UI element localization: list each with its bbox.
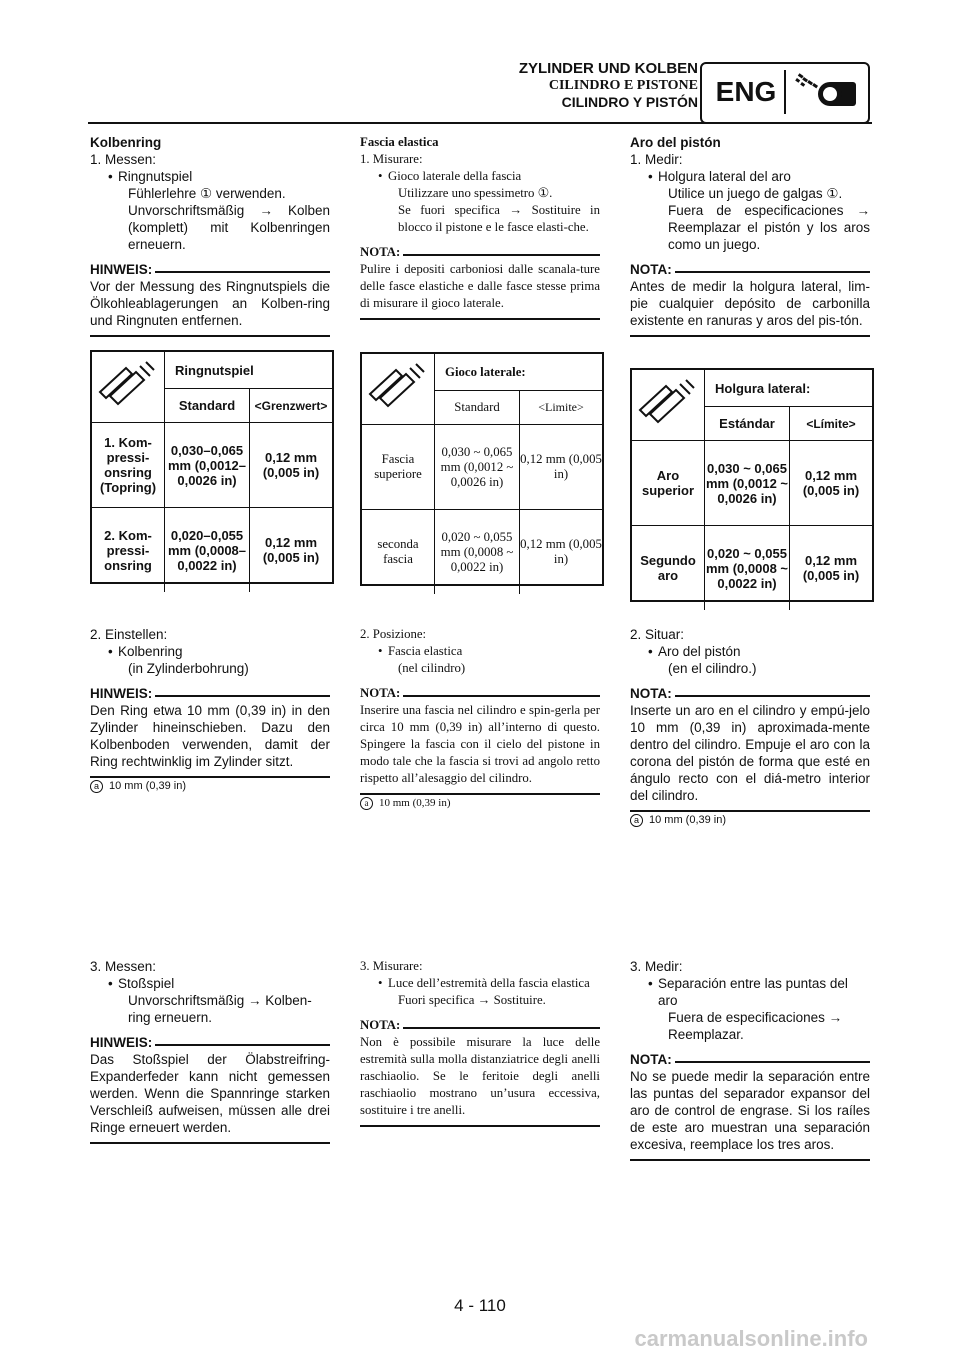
step1-bullet-it: • Gioco laterale della fascia xyxy=(360,168,600,185)
row2-limit-es: 0,12 mm (0,005 in) xyxy=(802,553,860,583)
column-spanish xyxy=(630,134,870,337)
note1-header-es: NOTA: xyxy=(630,261,870,278)
step1-es: 1. Medir: xyxy=(630,152,683,167)
step1-it: 1. Misurare: xyxy=(360,152,423,166)
note2-header-de: HINWEIS: xyxy=(90,685,330,702)
footnote-it: a 10 mm (0,39 in) xyxy=(360,795,600,812)
note1-es: Antes de medir la holgura lateral, lim-pie cualquier depósito de carbonilla existente en ranuras y aros del pis-tón. xyxy=(630,279,870,328)
std-header-de: Standard xyxy=(165,389,250,422)
column-german xyxy=(90,134,330,337)
row2-std-de: 0,020–0,055 mm (0,0008–0,0022 in) xyxy=(165,508,250,592)
note2-header-es: NOTA: xyxy=(630,685,870,702)
row2-name-de: 2. Kom-pressi-onsring xyxy=(92,508,165,592)
feeler-gauge-icon xyxy=(362,354,435,424)
note3-de: Das Stoßspiel der Ölabstreifring-Expanderfeder kann nicht gemessen werden. Wenn die Spannringe starken Verschleiß aufweisen, müssen alle drei Ringe erneuert werden. xyxy=(90,1052,330,1135)
note3-header-de: HINWEIS: xyxy=(90,1034,330,1051)
row1-limit-es: 0,12 mm (0,005 in) xyxy=(802,468,860,498)
eng-badge: ENG xyxy=(708,70,786,114)
step2-bullet-it: • Fascia elastica xyxy=(360,643,600,660)
footnote-es: a 10 mm (0,39 in) xyxy=(630,812,870,829)
note1-header-de: HINWEIS: xyxy=(90,261,330,278)
note3-rule-it xyxy=(360,1125,600,1127)
step1-text1-de: Fühlerlehre ① verwenden. xyxy=(128,186,286,201)
feeler-gauge-icon xyxy=(632,370,705,440)
note3-rule-es xyxy=(630,1159,870,1161)
step1-bullet-es: • Holgura lateral del aro xyxy=(630,168,870,185)
step2-it: 2. Posizione: xyxy=(360,627,427,641)
feeler-gauge-icon xyxy=(92,352,165,422)
note1-rule-es xyxy=(630,335,870,337)
column-spanish-lower xyxy=(630,626,870,829)
note3-header-es: NOTA: xyxy=(630,1051,870,1068)
note3-it: Non è possibile misurare la luce delle estremità sulla molla distanziatrice degli anelli raschiaolio. Se le feritoie degli anelli raschiaolio mostrano un’usura eccessiva, sostituire i tre anelli. xyxy=(360,1035,600,1117)
step2-de: 2. Einstellen: xyxy=(90,627,168,642)
note1-rule-de xyxy=(90,335,330,337)
row1-std-it: 0,030 ~ 0,065 mm (0,0012 ~ 0,0026 in) xyxy=(435,425,520,509)
column-italian-bottom xyxy=(360,958,600,1127)
row1-std-de: 0,030–0,065 mm (0,0012–0,0026 in) xyxy=(165,423,250,507)
step3-bullet-de: • Stoßspiel xyxy=(90,975,330,992)
row2-name-es: Segundo aro xyxy=(632,526,705,610)
note1-de: Vor der Messung des Ringnutspiels die Ölkohleablagerungen an Kolben-ring und Ringnuten entfernen. xyxy=(90,279,330,328)
page-number: 4 - 110 xyxy=(454,1296,506,1315)
std-header-es: Estándar xyxy=(705,407,790,440)
watermark: carmanualsonline.info xyxy=(634,1326,868,1351)
step2-bullet-es: • Aro del pistón xyxy=(630,643,870,660)
column-italian xyxy=(360,134,600,320)
title-de: ZYLINDER UND KOLBEN xyxy=(518,60,698,77)
row2-limit-de: 0,12 mm (0,005 in) xyxy=(262,535,320,565)
limit-header-es: <Límite> xyxy=(806,416,856,431)
note1-header-it: NOTA: xyxy=(360,244,600,261)
spec-table-it xyxy=(360,352,604,586)
row2-limit-it: 0,12 mm (0,005 in) xyxy=(520,537,602,566)
note3-rule-de xyxy=(90,1142,330,1144)
std-header-it: Standard xyxy=(435,391,520,424)
spec-title-de: Ringnutspiel xyxy=(165,352,332,389)
section-badge xyxy=(700,62,870,124)
column-spanish-bottom xyxy=(630,958,870,1161)
row1-name-de: 1. Kom-pressi-onsring (Topring) xyxy=(92,423,165,507)
note2-de: Den Ring etwa 10 mm (0,39 in) in den Zylinder hineinschieben. Dazu den Kolbenboden verwenden, damit der Ring rechtwinklig im Zylinder sitzt. xyxy=(90,703,330,769)
note1-it: Pulire i depositi carboniosi dalle scanala-ture delle fasce elastiche e dalle fasce stesse prima di misurare il gioco laterale. xyxy=(360,262,600,310)
step1-text2-es: Fuera de especificaciones → Reemplazar el pistón y los aros como un juego. xyxy=(668,203,870,252)
note2-es: Inserte un aro en el cilindro y empú-jelo 10 mm (0,39 in) aproximada-mente dentro del cilindro. Empuje el aro con la corona del pistón de forma que esté en ángulo recto con el diá-metro interior del cilindro. xyxy=(630,703,870,803)
step1-text1-es: Utilice un juego de galgas ①. xyxy=(668,186,843,201)
spec-table-es xyxy=(630,368,874,602)
note2-header-it: NOTA: xyxy=(360,685,600,702)
section-titles xyxy=(519,60,698,111)
step1-text2-it: Se fuori specifica → Sostituire in blocco il pistone e le fasce elasti-che. xyxy=(398,203,600,234)
spec-title-es: Holgura lateral: xyxy=(705,370,872,407)
row1-limit-it: 0,12 mm (0,005 in) xyxy=(520,452,602,481)
note3-header-it: NOTA: xyxy=(360,1017,600,1034)
heading-de: Kolbenring xyxy=(90,135,162,150)
row1-name-es: Aro superior xyxy=(632,441,705,525)
row1-std-es: 0,030 ~ 0,065 mm (0,0012 ~ 0,0026 in) xyxy=(705,441,790,525)
column-italian-lower xyxy=(360,626,600,812)
step3-text1-de: Unvorschriftsmäßig → Kolben-ring erneuern. xyxy=(128,993,312,1025)
row2-name-it: seconda fascia xyxy=(362,510,435,594)
spec-table-de xyxy=(90,350,334,584)
limit-header-de: <Grenzwert> xyxy=(254,398,328,413)
footnote-de: a 10 mm (0,39 in) xyxy=(90,778,330,795)
row1-name-it: Fascia superiore xyxy=(362,425,435,509)
step1-text1-it: Utilizzare uno spessimetro ①. xyxy=(398,186,553,200)
step2-text1-es: (en el cilindro.) xyxy=(668,661,757,676)
step2-es: 2. Situar: xyxy=(630,627,685,642)
step3-it: 3. Misurare: xyxy=(360,959,423,973)
step1-de: 1. Messen: xyxy=(90,152,157,167)
step3-es: 3. Medir: xyxy=(630,959,683,974)
title-it: CILINDRO E PISTONE xyxy=(548,78,698,93)
row2-std-es: 0,020 ~ 0,055 mm (0,0008 ~ 0,0022 in) xyxy=(705,526,790,610)
step3-text1-es: Fuera de especificaciones → Reemplazar. xyxy=(668,1010,843,1042)
row1-limit-de: 0,12 mm (0,005 in) xyxy=(262,450,320,480)
heading-es: Aro del pistón xyxy=(630,135,721,150)
spec-title-it: Gioco laterale: xyxy=(435,354,602,391)
note3-es: No se puede medir la separación entre las puntas del separador expansor del aro de control de engrase. Si los raíles de este aro muestran una separación excesiva, reemplace los tres aros. xyxy=(630,1069,870,1152)
note2-it: Inserire una fascia nel cilindro e spin-gerla per circa 10 mm (0,39 in) all’interno di questo. Spingere la fascia con il cielo del pistone in modo tale che la fascia si trovi ad angolo retto rispetto all’alesaggio del cilindro. xyxy=(360,703,600,785)
step2-bullet-de: • Kolbenring xyxy=(90,643,330,660)
step1-bullet-de: • Ringnutspiel xyxy=(90,168,330,185)
step3-text1-it: Fuori specifica → Sostituire. xyxy=(398,993,546,1007)
step2-text1-de: (in Zylinderbohrung) xyxy=(128,661,249,676)
limit-header-it: <Limite> xyxy=(538,400,584,414)
step3-bullet-es: • Separación entre las puntas del aro xyxy=(630,975,870,1009)
title-es: CILINDRO Y PISTÓN xyxy=(561,94,698,110)
step3-de: 3. Messen: xyxy=(90,959,157,974)
note1-rule-it xyxy=(360,318,600,320)
step3-bullet-it: • Luce dell’estremità della fascia elastica xyxy=(360,975,600,992)
step1-text2-de: Unvorschriftsmäßig → Kolben (komplett) mit Kolbenringen erneuern. xyxy=(128,203,330,252)
header-rule xyxy=(88,122,872,124)
column-german-lower xyxy=(90,626,330,795)
row2-std-it: 0,020 ~ 0,055 mm (0,0008 ~ 0,0022 in) xyxy=(435,510,520,594)
column-german-bottom xyxy=(90,958,330,1144)
piston-tool-icon xyxy=(790,68,862,118)
heading-it: Fascia elastica xyxy=(360,135,439,149)
step2-text1-it: (nel cilindro) xyxy=(398,661,466,675)
